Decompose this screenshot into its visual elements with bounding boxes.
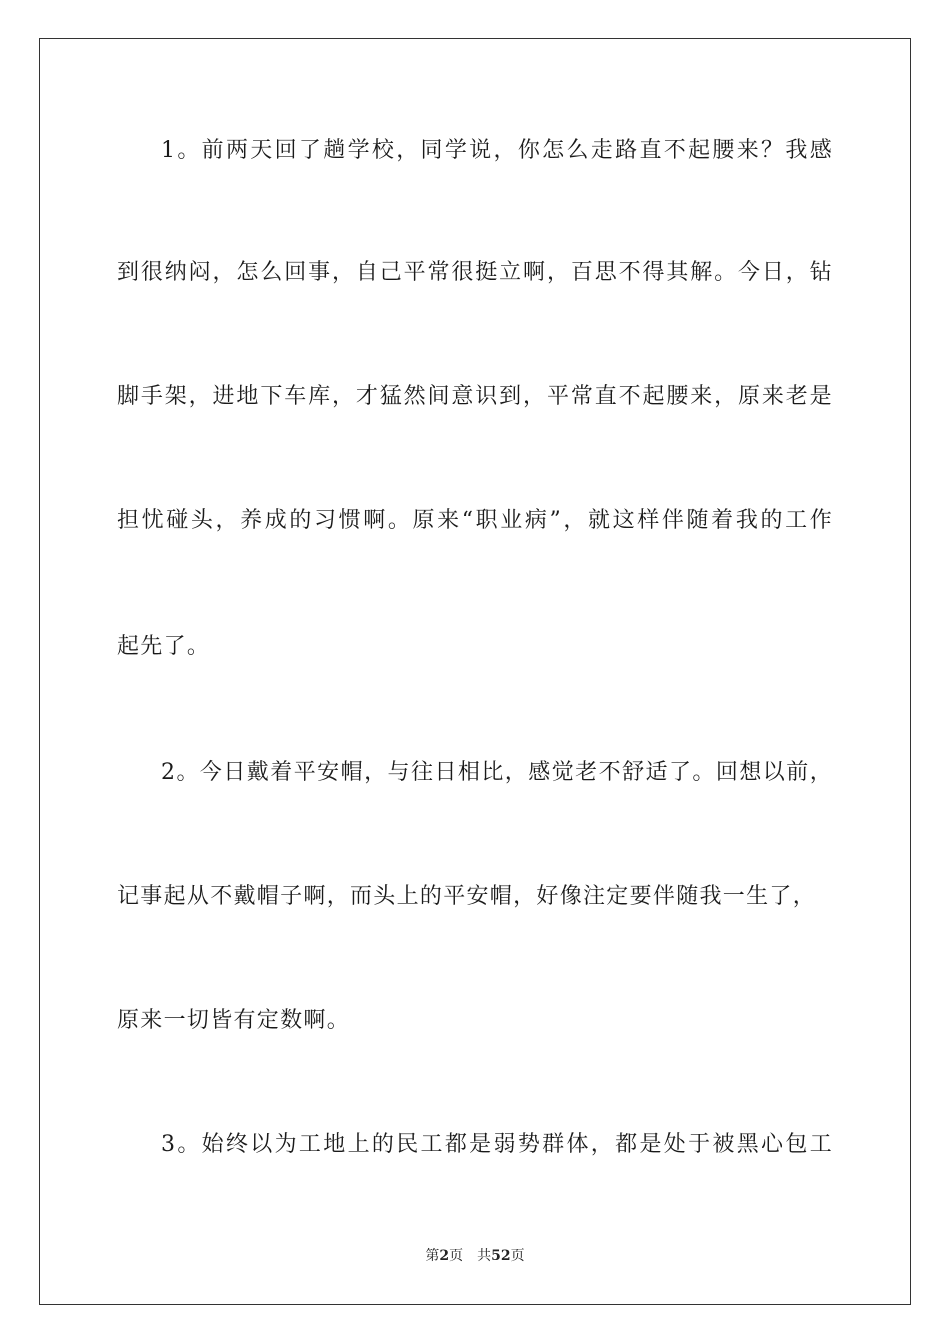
page-footer bbox=[0, 1247, 950, 1265]
paragraph-1-line-5: 起先了。 bbox=[117, 634, 211, 659]
footer-total-prefix: 共 bbox=[477, 1248, 492, 1264]
footer-page-suffix: 页 bbox=[449, 1248, 464, 1264]
paragraph-2-line-2: 记事起从不戴帽子啊，而头上的平安帽，好像注定要伴随我一生了， bbox=[117, 884, 817, 909]
footer-total-suffix: 页 bbox=[510, 1248, 525, 1264]
footer-current-page: 2 bbox=[439, 1248, 450, 1264]
page-border bbox=[39, 38, 911, 1305]
paragraph-1-line-3: 脚手架，进地下车库，才猛然间意识到，平常直不起腰来，原来老是 bbox=[117, 384, 833, 409]
paragraph-2-line-3: 原来一切皆有定数啊。 bbox=[117, 1008, 351, 1033]
paragraph-2-line-1: 2。今日戴着平安帽，与往日相比，感觉老不舒适了。回想以前， bbox=[161, 760, 833, 785]
footer-prefix: 第 bbox=[425, 1248, 440, 1264]
paragraph-1-line-1: 1。前两天回了趟学校，同学说，你怎么走路直不起腰来？我感 bbox=[161, 138, 833, 163]
footer-total-pages: 52 bbox=[491, 1248, 511, 1264]
paragraph-1-line-2: 到很纳闷，怎么回事，自己平常很挺立啊，百思不得其解。今日，钻 bbox=[117, 260, 833, 285]
paragraph-1-line-4: 担忧碰头，养成的习惯啊。原来“职业病”，就这样伴随着我的工作 bbox=[117, 508, 833, 533]
paragraph-3-line-1: 3。始终以为工地上的民工都是弱势群体，都是处于被黑心包工 bbox=[161, 1132, 833, 1157]
